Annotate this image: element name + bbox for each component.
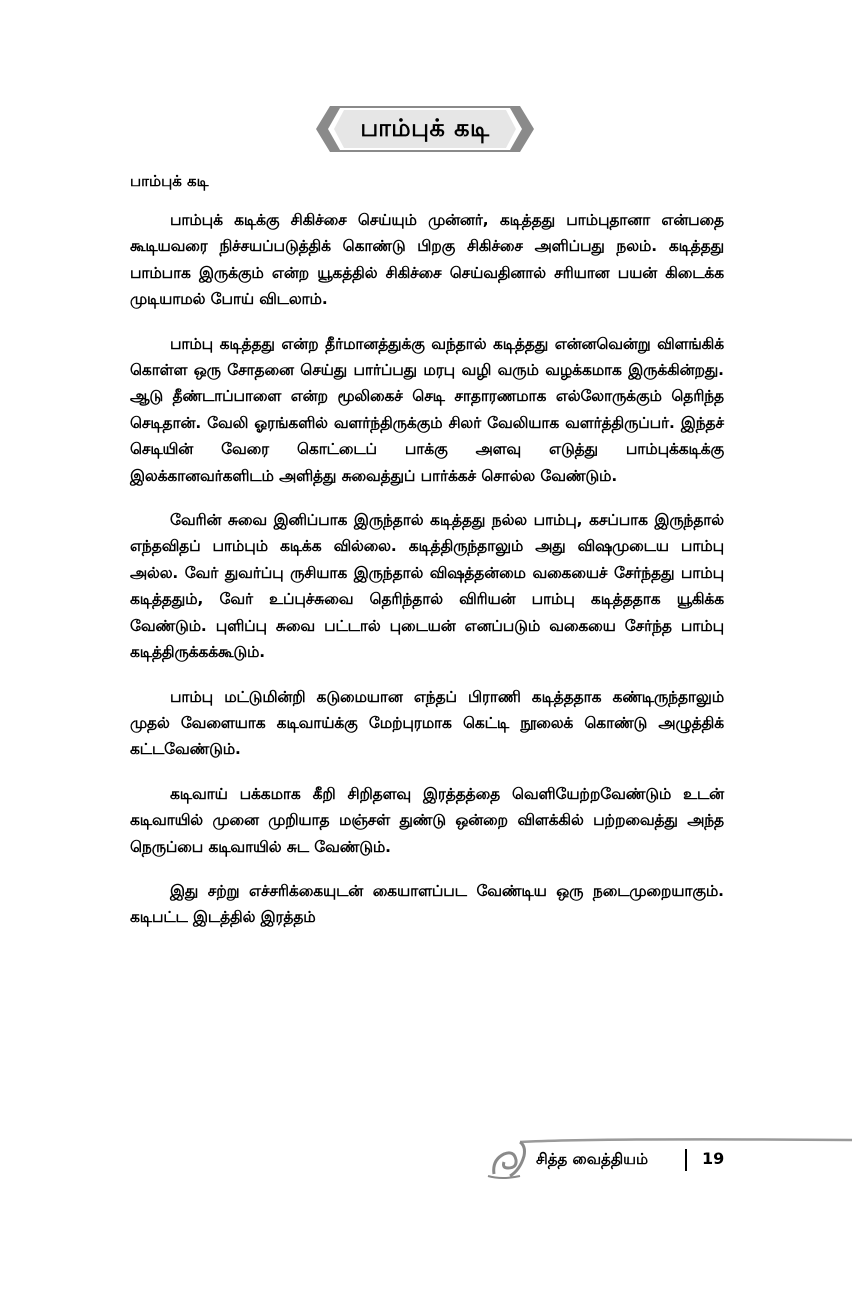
footer-divider: [685, 1149, 687, 1171]
title-banner: [306, 102, 544, 156]
paragraph-6: இது சற்று எச்சரிக்கையுடன் கையாளப்பட வேண்டிய ஒரு நடைமுறையாகும். கடிபட்ட இடத்தில் இரத்தம்: [130, 881, 724, 927]
page-number: 19: [702, 1149, 725, 1168]
paragraph-2: பாம்பு கடித்தது என்ற தீர்மானத்துக்கு வந்தால் கடித்தது என்னவென்று விளங்கிக் கொள்ள ஒரு சோதனை செய்து பார்ப்பது மரபு வழி வரும் வழக்கமாக இருக்கின்றது. ஆடு தீண்டாப்பாளை என்ற மூலிகைச் செடி சாதாரணமாக எல்லோருக்கும் தெரிந்த செடிதான். வேலி ஓரங்களில் வளர்ந்திருக்கும் சிலர் வேலியாக வளர்த்திருப்பர். இந்தச் செடியின் வேரை கொட்டைப் பாக்கு அளவு எடுத்து பாம்புக்கடிக்கு இலக்கானவர்களிடம் அளித்து சுவைத்துப் பார்க்கச் சொல்ல வேண்டும்.: [130, 334, 724, 485]
page-footer: [480, 1130, 852, 1190]
body-text: [130, 207, 724, 949]
paragraph-3: வேரின் சுவை இனிப்பாக இருந்தால் கடித்தது நல்ல பாம்பு, கசப்பாக இருந்தால் எந்தவிதப் பாம்பும் கடிக்க வில்லை. கடித்திருந்தாலும் அது விஷமுடைய பாம்பு அல்ல. வேர் துவர்ப்பு ருசியாக இருந்தால் விஷத்தன்மை வகையைச் சேர்ந்தது பாம்பு கடித்ததும், வேர் உப்புச்சுவை தெரிந்தால் விரியன் பாம்பு கடித்ததாக யூகிக்க வேண்டும். புளிப்பு சுவை பட்டால் புடையன் எனப்படும் வகையை சேர்ந்த பாம்பு கடித்திருக்கக்கூடும்.: [130, 511, 724, 662]
footer-book-title: சித்த வைத்தியம்: [536, 1150, 649, 1168]
section-subheading: பாம்புக் கடி: [130, 172, 209, 190]
paragraph-5: கடிவாய் பக்கமாக கீறி சிறிதளவு இரத்தத்தை வெளியேற்றவேண்டும் உடன் கடிவாயில் முனை முறியாத மஞ்சள் துண்டு ஒன்றை விளக்கில் பற்றவைத்து அந்த நெருப்பை கடிவாயில் சுட வேண்டும்.: [130, 784, 724, 856]
page-title: பாம்புக் கடி: [360, 113, 490, 142]
paragraph-1: பாம்புக் கடிக்கு சிகிச்சை செய்யும் முன்னர், கடித்தது பாம்புதானா என்பதை கூடியவரை நிச்சயப்படுத்திக் கொண்டு பிறகு சிகிச்சை அளிப்பது நலம். கடித்தது பாம்பாக இருக்கும் என்ற யூகத்தில் சிகிச்சை செய்வதினால் சரியான பயன் கிடைக்க முடியாமல் போய் விடலாம்.: [130, 211, 724, 309]
paragraph-4: பாம்பு மட்டுமின்றி கடுமையான எந்தப் பிராணி கடித்ததாக கண்டிருந்தாலும் முதல் வேளையாக கடிவாய்க்கு மேற்புரமாக கெட்டி நூலைக் கொண்டு அழுத்திக் கட்டவேண்டும்.: [130, 687, 724, 759]
